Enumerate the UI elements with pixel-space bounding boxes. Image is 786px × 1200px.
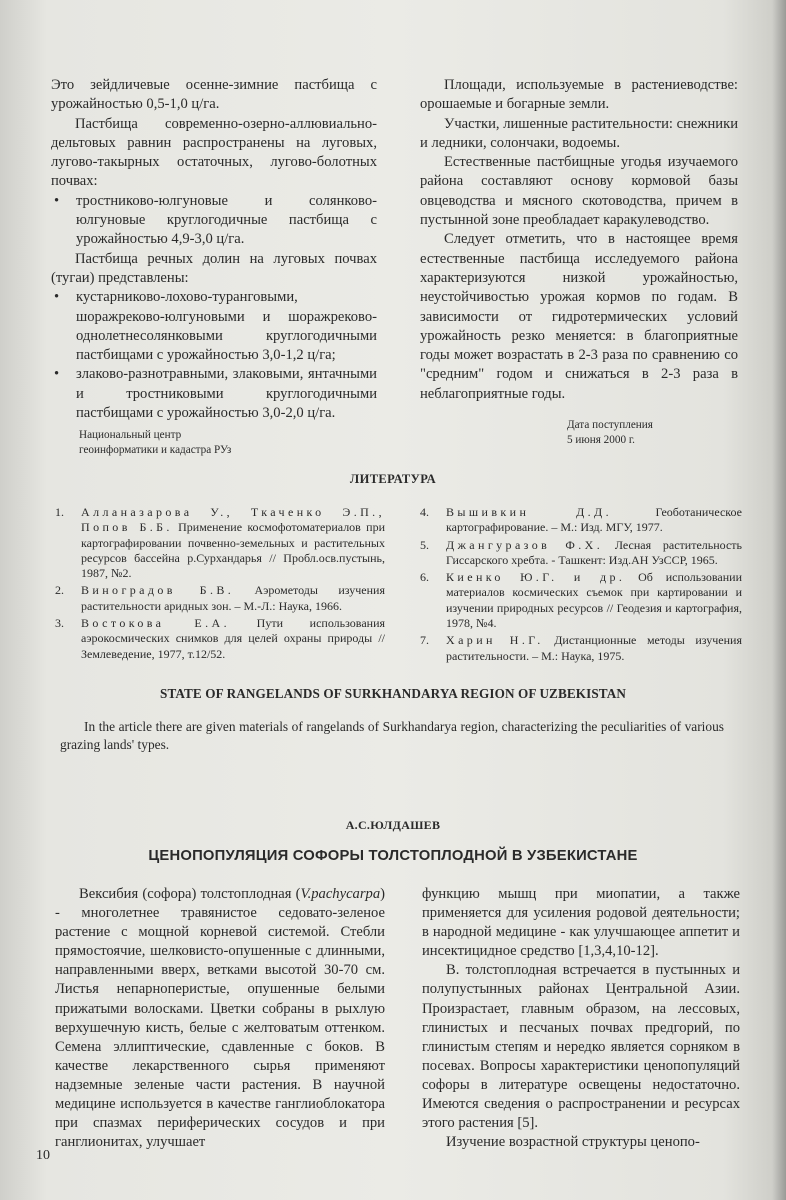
reference-item (55, 505, 385, 581)
reference-authors: Вышивкин Д.Д. (446, 505, 613, 519)
reference-text: Лесная растительность Гиссарского хребта. - Ташкент: Изд.АН УзССР, 1965. (446, 537, 742, 567)
paragraph (55, 885, 385, 1152)
affiliation-line: Национальный центр (79, 429, 182, 441)
paragraph: Изучение возрастной структуры ценопо- (446, 1134, 700, 1151)
article-right-column (422, 885, 740, 1152)
reference-text: Применение космофотоматериалов при картографировании почвенно-земельных и растительных ресурсов бассейна р.Сурхандарья // Пробл.осв.пустынь, 1987, №2. (81, 520, 385, 581)
reference-authors: Востокова Е.А. (81, 616, 231, 631)
reference-number: 4. (420, 505, 429, 519)
references-heading: ЛИТЕРАТУРА (349, 472, 437, 486)
reference-authors: Алланазарова У., Ткаченко Э.П., Попов Б.Б. (81, 505, 385, 535)
list-item: • кустарниково-лохово-туранговыми, шоражреково-юлгуновыми и шоражреково-однолетнесолянковыми круглогодичными пастбищами с урожайностью 3,0-1,2 ц/га; (51, 288, 377, 365)
reference-item (420, 633, 742, 664)
reference-item (420, 505, 742, 536)
reference-number: 2. (55, 583, 64, 598)
right-column-top (420, 76, 738, 404)
paragraph: функцию мышц при миопатии, а также применяется для усиления родовой деятельности; в народной медицине - как улучшающее аппетит и инсектицидное средство [1,3,4,10-12]. (422, 886, 740, 960)
reference-item (55, 583, 385, 614)
bullet-list (51, 192, 377, 250)
reference-text: Пути использования аэрокосмических снимков для целей охраны природы // Землеведение, 1977, т.12/52. (81, 616, 386, 661)
page-number: 10 (36, 1148, 50, 1163)
paragraph: Следует отметить, что в настоящее время естественные пастбища исследуемого района характеризуются низкой урожайностью, неустойчивостью урожая кормов по годам. В зависимости от гидротермических условий урожайность резко меняется: в благоприятные годы может возрастать в 2-3 раза по сравнению со "средним" годом и снижаться в 2-3 раза в неблагоприятные годы. (420, 231, 738, 402)
reference-text: Дистанционные методы изучения растительности. – М.: Наука, 1975. (446, 633, 742, 663)
reference-number: 6. (420, 570, 429, 585)
reference-number: 5. (420, 537, 429, 552)
text-span: Вексибия (софора) толстоплодная ( (79, 886, 301, 902)
received-line: Дата поступления (567, 419, 653, 431)
reference-text: Геоботаническое картографирование. – М.: Изд. МГУ, 1977. (446, 505, 742, 535)
reference-item (420, 538, 742, 569)
english-title: STATE OF RANGELANDS OF SURKHANDARYA REGION OF UZBEKISTAN (160, 686, 626, 701)
article-author: А.С.ЮЛДАШЕВ (345, 818, 441, 832)
text-span: ) - многолетнее травянистое седовато-зеленое растение с мощной корневой системой. Стебли прямостоячие, шелковисто-опушенные с длинными, направленными вверх, ветками высотой 30-70 см. Листья непарноперистые, опушенные белыми прижатыми волосками. Цветки собраны в рыхлую верхушечную кисть, белые с желтоватым оттенком. Семена эллиптические, сдавленные с боков. В качестве лекарственного сырья применяют надземные зеленые части растения. В научной медицине используется в качестве ганглиоблокатора при спазмах периферических сосудов и при ганглионитах, улучшает (55, 886, 385, 1151)
reference-number: 3. (55, 616, 64, 631)
reference-text: Об использовании материалов космических съемок при картировании и изучении природных ресурсов // Геодезия и картография, 1978, №4. (446, 570, 743, 631)
affiliation-line: геоинформатики и кадастра РУз (79, 443, 232, 456)
affiliation (79, 428, 339, 457)
reference-number: 7. (420, 633, 429, 648)
reference-authors: Джангуразов Ф.Х. (446, 537, 604, 552)
received-date (567, 418, 727, 447)
reference-authors: Харин Н.Г. (446, 633, 544, 648)
paragraph: В. толстоплодная встречается в пустынных и полупустынных районах Центральной Азии. Произрастает, главным образом, на лессовых, глинистых и песчаных почвах предгорий, по глинистым степям и нередко является сорняком в посевах. Вопросы характеристики ценопопуляций софоры в литературе освещены недостаточно. Имеются сведения о распространении и ресурсах этого растения [5]. (422, 962, 740, 1132)
reference-text: Аэрометоды изучения растительности аридных зон. – М.-Л.: Наука, 1966. (81, 583, 385, 613)
english-abstract: In the article there are given materials of rangelands of Surkhandarya region, characterizing the peculiarities of various grazing lands' types. (60, 719, 724, 752)
reference-authors: Виноградов Б.В. (81, 583, 235, 598)
reference-number: 1. (55, 505, 64, 519)
reference-item (55, 616, 385, 662)
species-name: V.pachycarpa (300, 886, 381, 902)
references-left (55, 505, 385, 664)
received-line: 5 июня 2000 г. (567, 433, 635, 446)
paragraph: Площади, используемые в растениеводстве: орошаемые и богарные земли. (420, 77, 738, 113)
reference-item (420, 570, 742, 631)
paragraph: Естественные пастбищные угодья изучаемого района составляют основу кормовой базы овцеводства и мясного скотоводства, причем в пустынной зоне преобладает каракулеводство. (420, 154, 738, 229)
paragraph: Пастбища речных долин на луговых почвах (тугаи) представлены: (51, 250, 377, 286)
paragraph: Пастбища современно-озерно-аллювиально-дельтовых равнин распространены на луговых, лугово-такырных остаточных, лугово-болотных почвах: (51, 115, 377, 190)
references-right (420, 505, 742, 666)
reference-authors: Киенко Ю.Г. и др. (446, 570, 626, 585)
page-edge-shadow (772, 0, 786, 1200)
article-title: ЦЕНОПОПУЛЯЦИЯ СОФОРЫ ТОЛСТОПЛОДНОЙ В УЗБЕКИСТАНЕ (148, 848, 638, 864)
article-left-column (55, 885, 385, 1152)
bullet-list (51, 288, 377, 423)
paragraph: Это зейдличевые осенне-зимние пастбища с урожайностью 0,5-1,0 ц/га. (51, 77, 377, 113)
list-item: • тростниково-юлгуновые и солянково-юлгуновые круглогодичные пастбища с урожайностью 4,9-3,0 ц/га. (51, 192, 377, 250)
paragraph: Участки, лишенные растительности: снежники и ледники, солончаки, водоемы. (420, 115, 738, 151)
list-item: • злаково-разнотравными, злаковыми, янтачными и тростниковыми круглогодичными пастбищами с урожайностью 3,0-2,0 ц/га. (51, 365, 377, 423)
left-column-top (51, 76, 377, 423)
